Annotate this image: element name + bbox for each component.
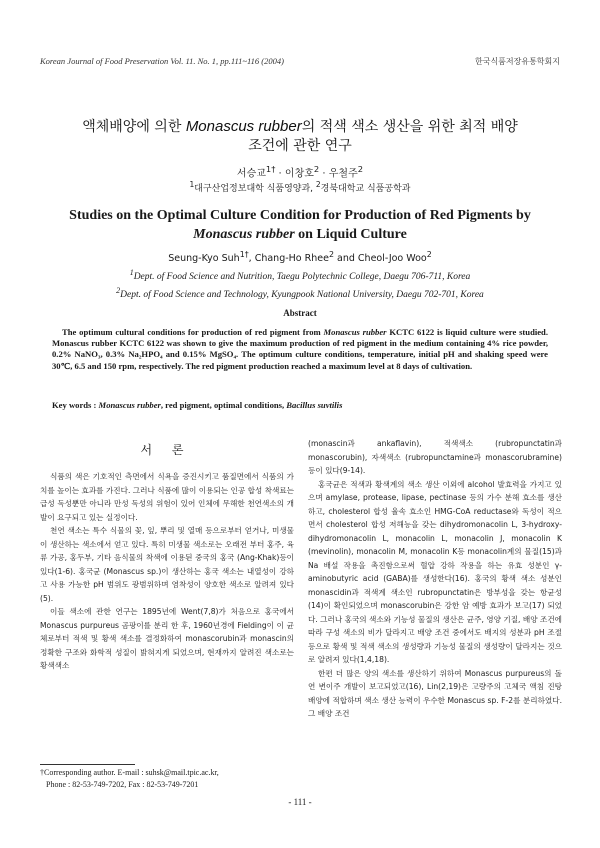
korean-title-post: 의 적색 색소 생산을 위한 최적 배양 — [301, 119, 518, 135]
author-en-2: , Chang-Ho Rhee — [248, 253, 329, 265]
keyword-3: Bacillus suvtilis — [286, 400, 343, 410]
affil-ko-sup-2: 2 — [315, 180, 321, 189]
english-title — [0, 206, 600, 244]
korean-title-species: Monascus rubber — [185, 118, 302, 135]
author-ko-1-sup: 1† — [265, 164, 276, 174]
affil-en-2: Dept. of Food Science and Technology, Kyungpook National University, Daegu 702-701, Korea — [120, 290, 484, 301]
footnote-line-1: †Corresponding author. E-mail : suhsk@mail.tpic.ac.kr, — [40, 768, 219, 777]
paragraph: (monascin과 ankaflavin), 적색색소 (rubropunctatin과 monascorubin), 자색색소 (rubropunctamine과 monascorubramine)등이 있다(9-14). — [308, 439, 562, 475]
korean-affiliations — [0, 180, 600, 194]
abstract-heading: Abstract — [283, 308, 317, 318]
paragraph: 이들 색소에 관한 연구는 1895년에 Went(7,8)가 처음으로 홍국에서 Monascus purpureus 곰팡이를 분리 한 후, 1960년경에 Fielding이 이 균체로부터 적색 및 황색 색소를 결정화하여 monascorubin과 monascin의 정확한 구조와 화학적 성질이 밝혀지게 되었으며, 현재까지 알려진 색소로는 황색색소 — [40, 607, 294, 670]
abstract-species: Monascus rubber — [323, 327, 387, 337]
keywords-label: Key words : — [52, 400, 99, 410]
section-heading-introduction: 서 론 — [140, 443, 192, 457]
author-en-1: Seung-Kyo Suh — [168, 253, 240, 265]
paragraph: 천연 색소는 특수 식물의 꽃, 잎, 뿌리 및 열매 등으로부터 얻거나, 미생물이 생산하는 색소에서 얻고 있다. 특히 미생물 색소로는 오래전 부터 홍주, 육류 가공, 홍두부, 기타 음식물의 착색에 이용된 중국의 홍국 (Ang-Khak)등이 있다(1-6). 홍국균 (Monascus sp.)이 생산하는 홍국 색소는 내열성이 강하고 사용 가능한 pH 범위도 광범위하며 염착성이 양호한 색소로 알려져 있다(5). — [40, 526, 294, 603]
affil-en-sup-2: 2 — [116, 286, 121, 296]
affil-ko-sup-1: 1 — [189, 180, 195, 189]
author-en-3-sup: 2 — [426, 250, 432, 259]
korean-title — [0, 117, 600, 156]
left-column — [40, 470, 294, 673]
english-affiliations — [0, 266, 600, 302]
author-ko-3-sup: 2 — [357, 164, 364, 174]
page-number: - 111 - — [288, 797, 312, 807]
author-ko-sep: · — [275, 168, 285, 180]
affil-ko-1: 대구산업정보대학 식품영양과, — [194, 184, 316, 194]
paragraph: 홍국균은 적색과 황색계의 색소 생산 이외에 alcohol 발효력을 가지고 있으며 amylase, protease, lipase, pectinase 등의 가수 분해 효소를 생산하고, cholesterol 합성 율속 효소인 HMG-CoA reductase와 독성이 적으면서 cholesterol 합성 저해능을 갖는 dihydromonacolin L, 3-hydroxy-dihydromonacolin L, monacolin L, monacolin J, monacolin K (mevinolin), monacolin M, monacolin K등 monacolin계의 물질(15)과 Na 배설 작용을 촉진함으로써 혈압 강하 작용을 하는 유효 성분인 γ-aminobutyric acid (GABA)를 생성한다(16). 홍국의 황색 색소 성분인 monascidin과 적색계 색소인 rubropunctatin은 방부성을 갖는 항균성(14)이 확인되었으며 monascorubin은 강한 암 예방 효과가 보고(17) 되었다. 그러나 홍국의 색소와 기능성 물질의 생산은 균주, 영양 기질, 배양 조건에 따라 구성 색소의 비가 달라지고 배양 조건 중에서도 배지의 성분과 pH 조절 등으로 황색 및 적색 색소의 생성량과 기능성 물질의 생성량이 달라지는 것으로 알려져 있다(1,4,18). — [308, 479, 562, 664]
korean-title-line2: 조건에 관한 연구 — [248, 138, 352, 154]
right-column — [308, 437, 562, 721]
english-title-line1: Studies on the Optimal Culture Condition for Production of Red Pigments by — [69, 208, 531, 223]
footnote — [40, 767, 300, 791]
keywords — [52, 400, 548, 410]
english-title-species: Monascus rubber — [193, 227, 295, 242]
paragraph: 식품의 색은 기호적인 측면에서 식욕을 증진시키고 품질면에서 식품의 가치를 높이는 효과를 가진다. 그러나 식품에 많이 이용되는 인공 합성 착색료는 급성 독성뿐만 아니라 만성 독성의 위험이 있어 인체에 무해한 천연색소의 개발이 요구되고 있는 실정이다. — [40, 472, 294, 522]
keyword-2: , red pigment, optimal conditions, — [160, 400, 287, 410]
journal-header: Korean Journal of Food Preservation Vol. 11. No. 1, pp.111~116 (2004) — [40, 56, 284, 66]
abstract-body — [52, 327, 548, 372]
abstract-text-2: KCTC 6122 is liquid culture were studied. Monascus rubber KCTC 6122 was shown to give the maximum production of red pigment in the medium containing 4% rice powder, 0.2% NaNO₃, 0.3% Na₂HPO₄ and 0.15% MgSO₄. The optimum culture conditions, temperature, initial pH and shaking speed were 30℃, 6.5 and 150 rpm, respectively. The red pigment production reached a maximum level at 8 days of cultivation. — [52, 327, 548, 371]
author-ko-sep: · — [319, 168, 329, 180]
keyword-1: Monascus rubber — [98, 400, 161, 410]
footnote-rule — [40, 764, 135, 765]
english-title-line2: on Liquid Culture — [294, 227, 407, 242]
author-en-3: and Cheol-Joo Woo — [334, 253, 427, 265]
korean-authors — [0, 164, 600, 179]
author-ko-2-sup: 2 — [313, 164, 320, 174]
author-ko-1: 서승교 — [236, 168, 266, 180]
affil-ko-2: 경북대학교 식품공학과 — [320, 184, 411, 194]
abstract-text-1: The optimum cultural conditions for production of red pigment from — [62, 327, 324, 337]
footnote-line-2: Phone : 82-53-749-7202, Fax : 82-53-749-7201 — [46, 780, 199, 789]
paragraph: 한편 더 많은 양의 색소를 생산하기 위하여 Monascus purpureus의 돌연 변이주 개발이 보고되었고(16), Lin(2,19)은 고량주의 고체국 액침 진탕 배양에 적합하며 색소 생산 능력이 우수한 Monascus sp. F-2를 분리하였다. 그 배양 조건 — [308, 668, 562, 718]
author-en-2-sup: 2 — [328, 250, 334, 259]
author-ko-2: 이창호 — [284, 168, 314, 180]
society-header: 한국식품저장유통학회지 — [474, 57, 560, 66]
korean-title-pre: 액체배양에 의한 — [82, 119, 186, 135]
affil-en-1: Dept. of Food Science and Nutrition, Taegu Polytechnic College, Daegu 706-711, Korea — [133, 272, 471, 283]
author-en-1-sup: 1† — [239, 250, 249, 259]
author-ko-3: 우철주 — [328, 168, 358, 180]
affil-en-sup-1: 1 — [129, 268, 134, 277]
english-authors — [0, 250, 600, 264]
